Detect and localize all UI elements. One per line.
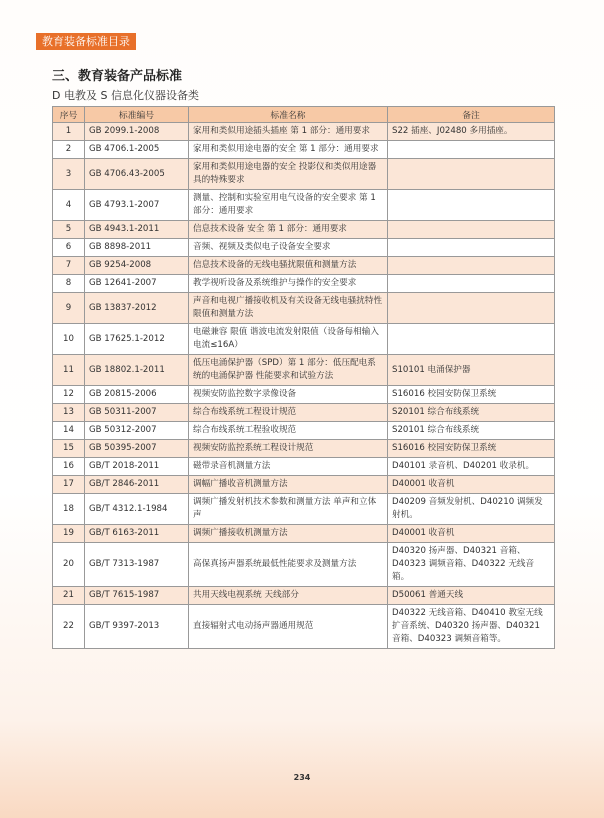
standard-code: GB 8898-2011	[85, 239, 189, 257]
standard-name: 信息技术设备 安全 第 1 部分：通用要求	[189, 221, 388, 239]
standard-name: 直接辐射式电动扬声器通用规范	[189, 605, 388, 649]
table-row	[53, 476, 555, 494]
row-number: 7	[53, 257, 85, 275]
row-number: 18	[53, 494, 85, 525]
table-row	[53, 123, 555, 141]
row-number: 6	[53, 239, 85, 257]
standard-code: GB/T 7615-1987	[85, 587, 189, 605]
table-row	[53, 275, 555, 293]
remark: D50061 普通天线	[388, 587, 555, 605]
table-row	[53, 440, 555, 458]
table-row	[53, 587, 555, 605]
row-number: 1	[53, 123, 85, 141]
remark: D40101 录音机、D40201 收录机。	[388, 458, 555, 476]
standard-name: 测量、控制和实验室用电气设备的安全要求 第 1 部分：通用要求	[189, 190, 388, 221]
standard-code: GB/T 9397-2013	[85, 605, 189, 649]
standard-code: GB 50311-2007	[85, 404, 189, 422]
remark	[388, 159, 555, 190]
remark	[388, 275, 555, 293]
remark: S22 插座、J02480 多用插座。	[388, 123, 555, 141]
row-number: 5	[53, 221, 85, 239]
standard-name: 调频广播发射机技术参数和测量方法 单声和立体声	[189, 494, 388, 525]
remark	[388, 221, 555, 239]
sub-title: D 电教及 S 信息化仪器设备类	[52, 89, 199, 102]
standard-code: GB/T 6163-2011	[85, 525, 189, 543]
table-row	[53, 404, 555, 422]
standard-name: 低压电涌保护器（SPD）第 1 部分：低压配电系统的电涌保护器 性能要求和试验方法	[189, 355, 388, 386]
standard-code: GB/T 7313-1987	[85, 543, 189, 587]
standard-code: GB 13837-2012	[85, 293, 189, 324]
standard-code: GB/T 4312.1-1984	[85, 494, 189, 525]
table-row	[53, 355, 555, 386]
standard-name: 家用和类似用途电器的安全 第 1 部分：通用要求	[189, 141, 388, 159]
remark: S20101 综合布线系统	[388, 422, 555, 440]
standard-name: 调频广播接收机测量方法	[189, 525, 388, 543]
table-row	[53, 293, 555, 324]
standard-code: GB 50312-2007	[85, 422, 189, 440]
row-number: 20	[53, 543, 85, 587]
standard-name: 视频安防监控数字录像设备	[189, 386, 388, 404]
standard-code: GB 12641-2007	[85, 275, 189, 293]
table-row	[53, 458, 555, 476]
remark	[388, 239, 555, 257]
row-number: 17	[53, 476, 85, 494]
standard-code: GB/T 2846-2011	[85, 476, 189, 494]
remark: S16016 校园安防保卫系统	[388, 386, 555, 404]
standard-code: GB 4943.1-2011	[85, 221, 189, 239]
standard-code: GB 18802.1-2011	[85, 355, 189, 386]
table-header-row	[53, 107, 555, 123]
remark	[388, 324, 555, 355]
remark: D40320 扬声器、D40321 音箱、D40323 调频音箱、D40322 无线音箱。	[388, 543, 555, 587]
row-number: 11	[53, 355, 85, 386]
standard-name: 音频、视频及类似电子设备安全要求	[189, 239, 388, 257]
standard-code: GB 4706.43-2005	[85, 159, 189, 190]
row-number: 12	[53, 386, 85, 404]
table-row	[53, 324, 555, 355]
standard-name: 家用和类似用途电器的安全 投影仪和类似用途器具的特殊要求	[189, 159, 388, 190]
standard-name: 信息技术设备的无线电骚扰限值和测量方法	[189, 257, 388, 275]
header-no: 序号	[53, 107, 85, 123]
table-row	[53, 257, 555, 275]
row-number: 14	[53, 422, 85, 440]
standard-code: GB 9254-2008	[85, 257, 189, 275]
section-title: 三、教育装备产品标准	[52, 69, 183, 84]
header-note: 备注	[388, 107, 555, 123]
standard-code: GB 2099.1-2008	[85, 123, 189, 141]
standard-name: 综合布线系统工程验收规范	[189, 422, 388, 440]
standard-name: 教学视听设备及系统维护与操作的安全要求	[189, 275, 388, 293]
remark: D40001 收音机	[388, 525, 555, 543]
remark: D40209 音频发射机、D40210 调频发射机。	[388, 494, 555, 525]
row-number: 21	[53, 587, 85, 605]
table-row	[53, 422, 555, 440]
row-number: 15	[53, 440, 85, 458]
row-number: 2	[53, 141, 85, 159]
row-number: 8	[53, 275, 85, 293]
table-row	[53, 221, 555, 239]
standard-name: 高保真扬声器系统最低性能要求及测量方法	[189, 543, 388, 587]
row-number: 3	[53, 159, 85, 190]
table-row	[53, 239, 555, 257]
standard-name: 共用天线电视系统 天线部分	[189, 587, 388, 605]
header-tag: 教育装备标准目录	[36, 33, 136, 50]
standard-name: 电磁兼容 限值 谐波电流发射限值（设备每相输入电流≤16A）	[189, 324, 388, 355]
table-row	[53, 543, 555, 587]
standard-name: 调幅广播收音机测量方法	[189, 476, 388, 494]
remark: S10101 电涌保护器	[388, 355, 555, 386]
remark	[388, 293, 555, 324]
remark: D40001 收音机	[388, 476, 555, 494]
remark: D40322 无线音箱、D40410 教室无线扩音系统、D40320 扬声器、D40321 音箱、D40323 调频音箱等。	[388, 605, 555, 649]
table-row	[53, 605, 555, 649]
standard-code: GB/T 2018-2011	[85, 458, 189, 476]
standards-table	[52, 106, 555, 649]
table-row	[53, 141, 555, 159]
remark	[388, 190, 555, 221]
standard-name: 磁带录音机测量方法	[189, 458, 388, 476]
table-row	[53, 190, 555, 221]
standard-code: GB 50395-2007	[85, 440, 189, 458]
standard-name: 视频安防监控系统工程设计规范	[189, 440, 388, 458]
header-name: 标准名称	[189, 107, 388, 123]
standard-name: 家用和类似用途插头插座 第 1 部分：通用要求	[189, 123, 388, 141]
table-row	[53, 159, 555, 190]
table-row	[53, 494, 555, 525]
row-number: 4	[53, 190, 85, 221]
standard-code: GB 20815-2006	[85, 386, 189, 404]
remark	[388, 141, 555, 159]
remark: S20101 综合布线系统	[388, 404, 555, 422]
table-row	[53, 386, 555, 404]
standard-code: GB 17625.1-2012	[85, 324, 189, 355]
row-number: 10	[53, 324, 85, 355]
row-number: 13	[53, 404, 85, 422]
row-number: 16	[53, 458, 85, 476]
remark	[388, 257, 555, 275]
remark: S16016 校园安防保卫系统	[388, 440, 555, 458]
standard-name: 综合布线系统工程设计规范	[189, 404, 388, 422]
table-body	[53, 123, 555, 649]
row-number: 19	[53, 525, 85, 543]
row-number: 9	[53, 293, 85, 324]
header-code: 标准编号	[85, 107, 189, 123]
table-row	[53, 525, 555, 543]
standard-name: 声音和电视广播接收机及有关设备无线电骚扰特性限值和测量方法	[189, 293, 388, 324]
page-number: 234	[293, 773, 311, 782]
row-number: 22	[53, 605, 85, 649]
standard-code: GB 4706.1-2005	[85, 141, 189, 159]
standard-code: GB 4793.1-2007	[85, 190, 189, 221]
